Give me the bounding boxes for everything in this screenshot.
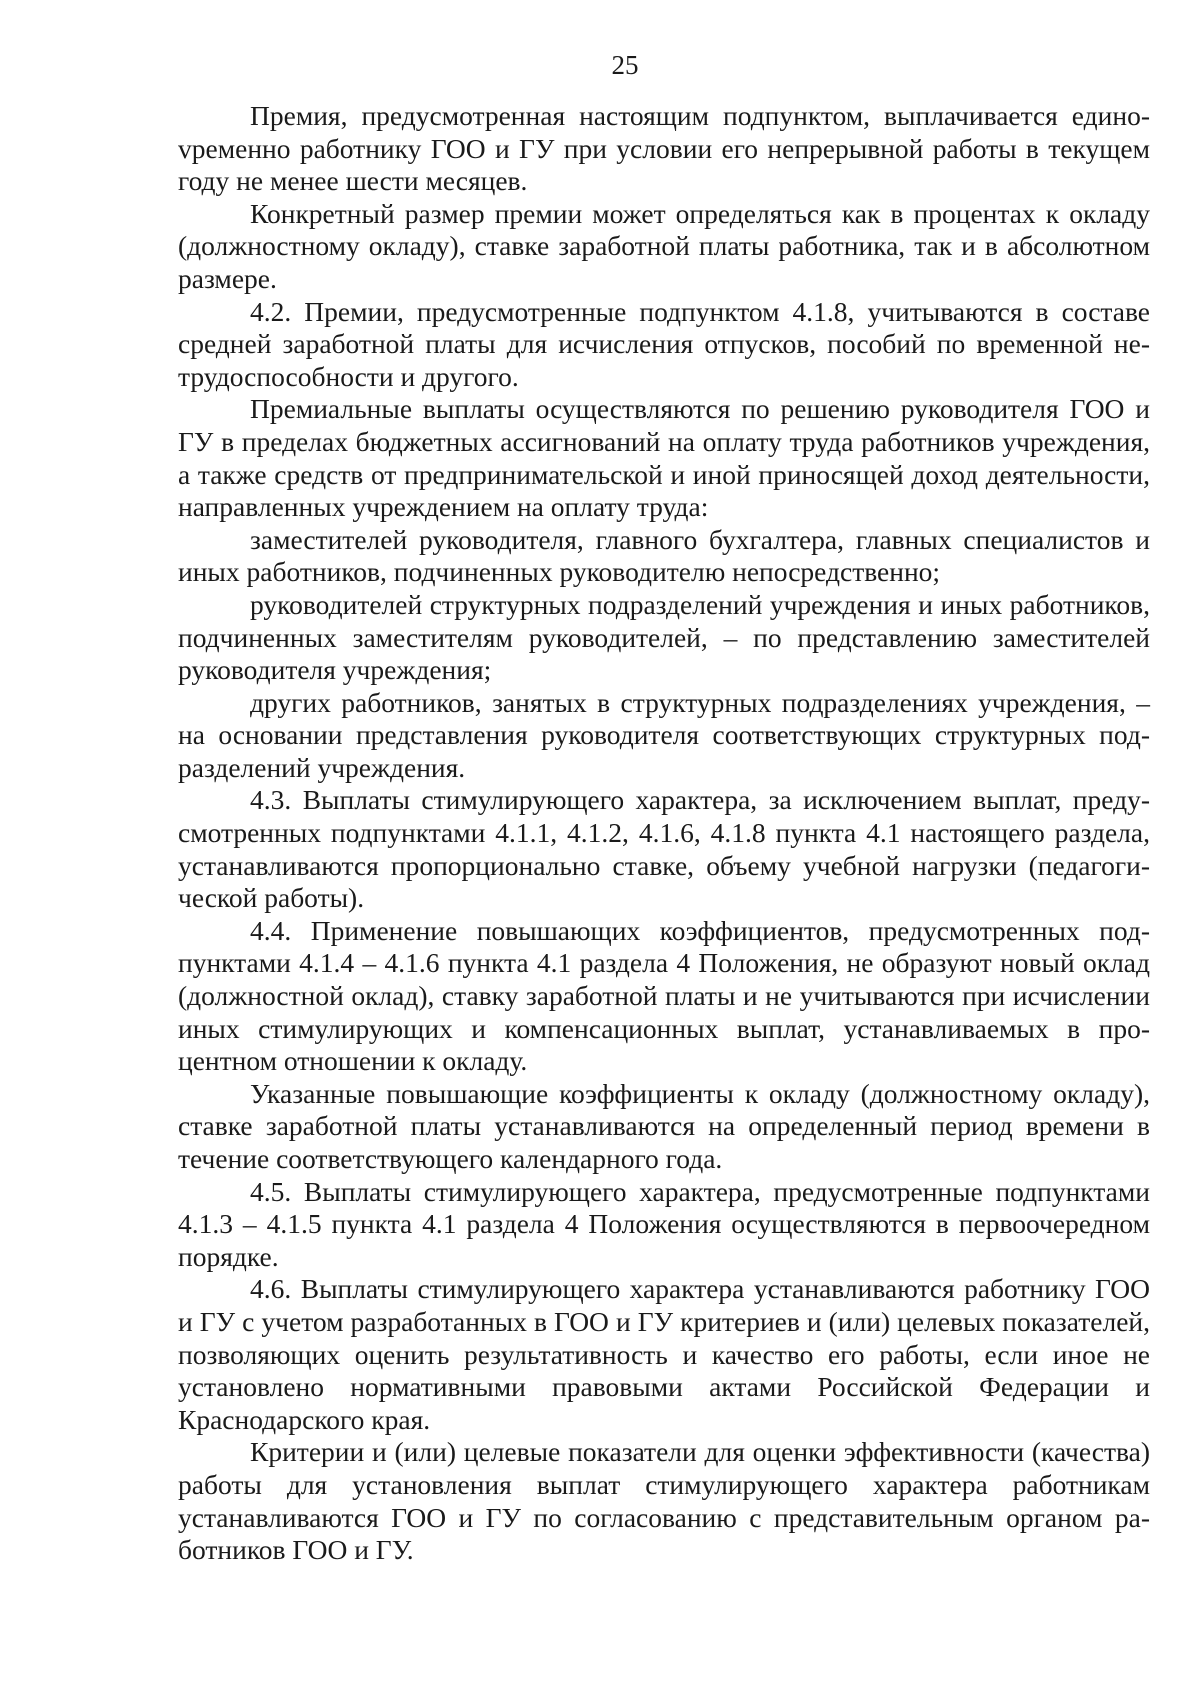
paragraph-criteria: Критерии и (или) целевые показатели для оценки эффективности (качества) работы для установления выплат стимулирующего характера работникам устанавливаются ГОО и ГУ по согласованию с представительным органом работников ГОО и ГУ. bbox=[178, 1436, 1150, 1566]
page-number: 25 bbox=[611, 50, 639, 80]
paragraph-deputies: заместителей руководителя, главного бухгалтера, главных специалистов и иных работников, подчиненных руководителю непосредственно; bbox=[178, 523, 1150, 588]
paragraph-bonus-one-time: Премия, предусмотренная настоящим подпунктом, выплачивается единоvременно работнику ГОО и ГУ при условии его непрерывной работы в текущем году не менее шести месяцев. bbox=[178, 100, 1150, 197]
paragraph-bonus-payments: Премиальные выплаты осуществляются по решению руководителя ГОО и ГУ в пределах бюджетных ассигнований на оплату труда работников учреждения, а также средств от предпринимательской и иной приносящей доход деятельности, направленных учреждением на оплату труда: bbox=[178, 393, 1150, 523]
paragraph-4-4: 4.4. Применение повышающих коэффициентов, предусмотренных подпунктами 4.1.4 – 4.1.6 пункта 4.1 раздела 4 Положения, не образуют новый оклад (должностной оклад), ставку заработной платы и не учитываются при исчислении иных стимулирующих и компенсационных выплат, устанавливаемых в процентном отношении к окладу. bbox=[178, 914, 1150, 1077]
paragraph-unit-heads: руководителей структурных подразделений учреждения и иных работников, подчиненных заместителям руководителей, – по представлению заместителей руководителя учреждения; bbox=[178, 588, 1150, 686]
document-body bbox=[178, 100, 1150, 1567]
paragraph-other-workers: других работников, занятых в структурных подразделениях учреждения, – на основании представления руководителя соответствующих структурных подразделений учреждения. bbox=[178, 686, 1150, 783]
paragraph-coefficients: Указанные повышающие коэффициенты к окладу (должностному окладу), ставке заработной платы устанавливаются на определенный период времени в течение соответствующего календарного года. bbox=[178, 1077, 1150, 1174]
paragraph-4-3: 4.3. Выплаты стимулирующего характера, за исключением выплат, предусмотренных подпунктами 4.1.1, 4.1.2, 4.1.6, 4.1.8 пункта 4.1 настоящего раздела, устанавливаются пропорционально ставке, объему учебной нагрузки (педагогической работы). bbox=[178, 784, 1150, 914]
paragraph-4-5: 4.5. Выплаты стимулирующего характера, предусмотренные подпунктами 4.1.3 – 4.1.5 пункта 4.1 раздела 4 Положения осуществляются в первоочередном порядке. bbox=[178, 1175, 1150, 1272]
paragraph-4-6: 4.6. Выплаты стимулирующего характера устанавливаются работнику ГОО и ГУ с учетом разработанных в ГОО и ГУ критериев и (или) целевых показателей, позволяющих оценить результативность и качество его работы, если иное не установлено нормативными правовыми актами Российской Федерации и Краснодарского края. bbox=[178, 1273, 1150, 1435]
paragraph-bonus-size: Конкретный размер премии может определяться как в процентах к окладу (должностному окладу), ставке заработной платы работника, так и в абсолютном размере. bbox=[178, 197, 1150, 294]
paragraph-4-2: 4.2. Премии, предусмотренные подпунктом 4.1.8, учитываются в составе средней заработной платы для исчисления отпусков, пособий по временной нетрудоспособности и другого. bbox=[178, 295, 1150, 392]
